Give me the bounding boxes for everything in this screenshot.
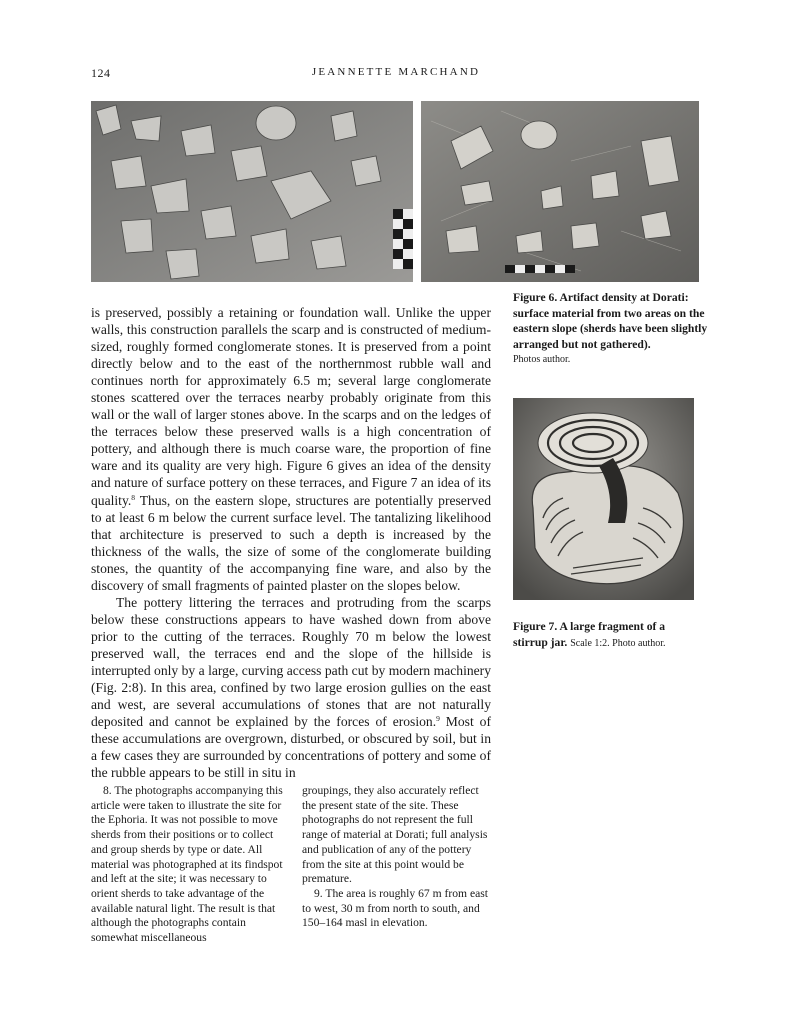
footnotes-column-1 [91,784,283,946]
para1-text-a: is preserved, possibly a retaining or foundation wall. Unlike the upper walls, this construction parallels the scarp and is constructed of medium-sized, roughly formed conglomerate stones. It is preserved from a point directly below and to the east of the northernmost rubble wall and continues north for approximately 6.5 m; several large conglomerate stones scattered over the terraces nearby probably originate from this wall or the wall of larger stones above. In the scarps and on the ledges of the terraces below these preserved walls is a high concentration of pottery, and although there is much coarse ware, the proportion of fine ware and its quality are very high. Figure 6 gives an idea of the density and nature of surface pottery on these terraces, and Figure 7 an idea of its quality. [91,305,491,508]
figure7-photo [513,398,694,600]
body-text [91,304,491,781]
figure7-caption-title: Figure 7. A large fragment of a stirrup jar. [513,620,666,649]
figure6-caption-title: Figure 6. Artifact density at Dorati: surface material from two areas on the eastern slope (sherds have been slightly arranged but not gathered). [513,291,708,351]
body-paragraph-2 [91,594,491,782]
footnote-ref-8[interactable]: 8 [131,492,136,502]
figure6-photo-left [91,101,413,282]
page-number: 124 [91,66,111,80]
figure6-caption [513,290,713,368]
footnote-8-continued: groupings, they also accurately reflect the present state of the site. These photographs do not represent the full range of material at Dorati; full analysis and publication of any of the pottery from the site at this point would be premature. [302,784,488,886]
body-paragraph-1 [91,304,491,594]
para2-text-a: The pottery littering the terraces and protruding from the scarps below these constructions appears to have washed down from above prior to the cutting of the terraces. Roughly 70 m below the lowest preserved wall, the terraces end and the slope of the hillside is interrupted only by a large, curving access path cut by modern machinery (Fig. 2:8). In this area, confined by two large erosion gullies on the east and west, are several accumulations of stones that are not naturally deposited and cannot be explained by the forces of erosion. [91,594,491,730]
footnote-8: 8. The photographs accompanying this article were taken to illustrate the site for the Ephoria. It was not possible to move sherds from their positions or to collect and group sherds by type or date. All material was photographed at its findspot and left at the site; it was necessary to orient sherds to take advantage of the available natural light. The result is that although the photographs contain somewhat miscellaneous [91,784,283,945]
figure6-photo-right [421,101,699,282]
para1-text-b: Thus, on the eastern slope, structures are potentially preserved to at least 6 m below the current surface level. The tantalizing likelihood that architecture is preserved to such a depth is increased by the thickness of the walls, the size of some of the conglomerate building stones, the quantity of the accompanying fine ware, and also by the discovery of small fragments of painted plaster on the slopes below. [91,492,491,593]
footnote-ref-9[interactable]: 9 [436,714,440,724]
footnote-9: 9. The area is roughly 67 m from east to west, 30 m from north to south, and 150–164 masl in elevation. [302,886,488,930]
running-head: JEANNETTE MARCHAND [311,66,481,78]
figure7-caption-credit: Scale 1:2. Photo author. [570,637,666,649]
figure7-caption [513,619,693,651]
footnotes-column-2 [302,784,494,931]
para2-text-b: Most of these accumulations are overgrown, disturbed, or obscured by soil, but in a few cases they are surrounded by concentrations of pottery and some of the rubble appears to be still in situ in [91,714,492,781]
figure6-caption-credit: Photos author. [513,354,571,365]
